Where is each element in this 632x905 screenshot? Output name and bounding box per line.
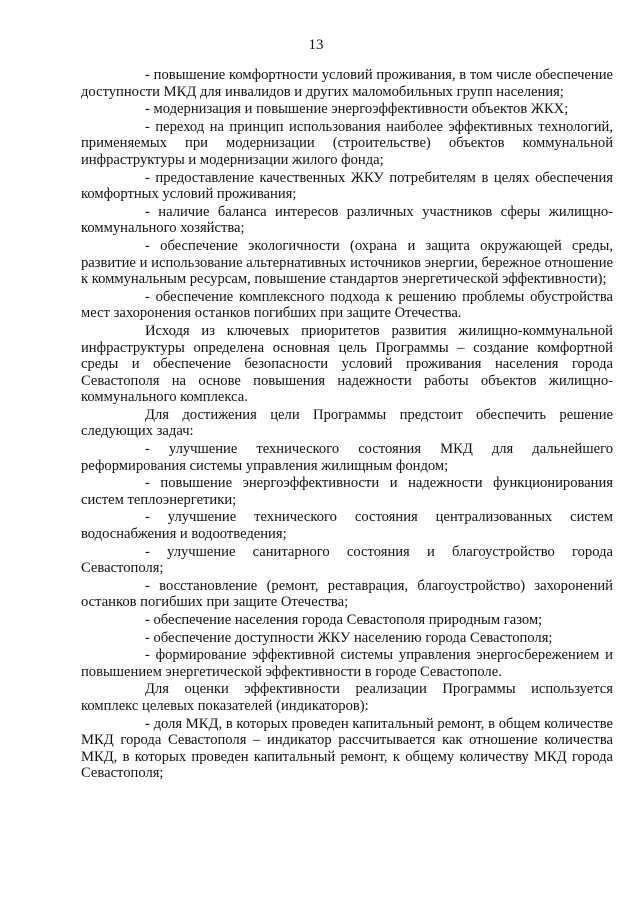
paragraph: - улучшение технического состояния МКД для дальнейшего реформирования системы управления жилищным фондом; [81, 441, 613, 474]
page-number: 13 [308, 37, 324, 53]
paragraph: - наличие баланса интересов различных участников сферы жилищно-коммунального хозяйства; [81, 203, 613, 237]
paragraph: - формирование эффективной системы управления энергосбережением и повышением энергетической эффективности в городе Севастополе. [81, 647, 613, 680]
paragraph: - повышение энергоэффективности и надежности функционирования систем теплоэнергетики; [81, 475, 613, 508]
paragraph: - доля МКД, в которых проведен капитальный ремонт, в общем количестве МКД города Севастополя – индикатор рассчитывается как отношение количества МКД, в которых проведен капитальный ремонт, к общему количеству МКД города Севастополя; [81, 715, 613, 782]
paragraph: - улучшение технического состояния централизованных систем водоснабжения и водоотведения; [81, 509, 613, 543]
paragraph: - обеспечение комплексного подхода к решению проблемы обустройства мест захоронения останков погибших при защите Отечества. [81, 288, 613, 322]
paragraph: - модернизация и повышение энергоэффективности объектов ЖКХ; [145, 101, 569, 118]
body-text [81, 66, 613, 782]
paragraph: - обеспечение экологичности (охрана и защита окружающей среды, развитие и использование альтернативных источников энергии, бережное отношение к коммунальным ресурсам, повышение стандартов энергетической эффективности); [81, 237, 613, 288]
paragraph: - улучшение санитарного состояния и благоустройство города Севастополя; [81, 543, 613, 577]
paragraph: - обеспечение доступности ЖКУ населению города Севастополя; [145, 629, 553, 646]
paragraph: - восстановление (ремонт, реставрация, благоустройство) захоронений останков погибших при защите Отечества; [81, 577, 613, 611]
paragraph: - переход на принцип использования наиболее эффективных технологий, применяемых при модернизации (строительстве) объектов коммунальной инфраструктуры и модернизации жилого фонда; [81, 118, 613, 168]
paragraph: - обеспечение населения города Севастополя природным газом; [145, 612, 543, 628]
paragraph: Исходя из ключевых приоритетов развития жилищно-коммунальной инфраструктуры определена основная цель Программы – создание комфортной среды и обеспечение безопасности условий проживания населения города Севастополя на основе повышения надежности работы объектов жилищно-коммунального комплекса. [81, 322, 613, 406]
paragraph: - повышение комфортности условий проживания, в том числе обеспечение доступности МКД для инвалидов и других маломобильных групп населения; [81, 67, 613, 100]
paragraph: Для оценки эффективности реализации Программы используется комплекс целевых показателей (индикаторов): [81, 681, 613, 714]
paragraph: - предоставление качественных ЖКУ потребителям в целях обеспечения комфортных условий проживания; [81, 169, 613, 203]
paragraph: Для достижения цели Программы предстоит обеспечить решение следующих задач: [81, 406, 613, 440]
